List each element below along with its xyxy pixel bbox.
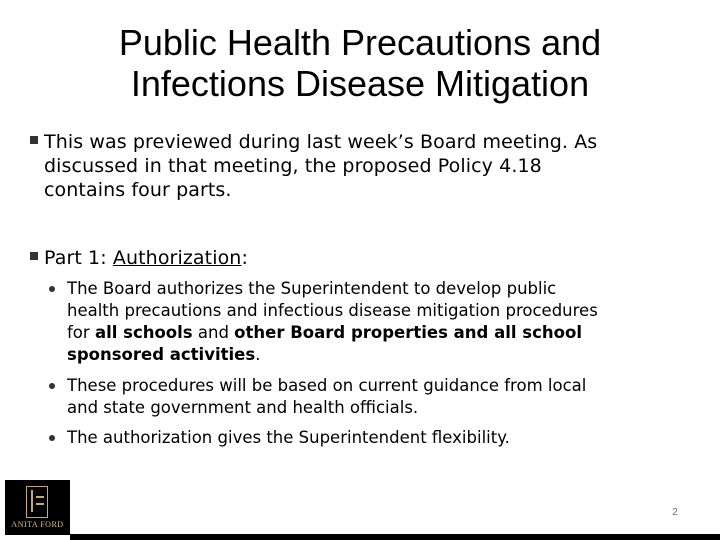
sub-1-line-4-b: . [255,345,261,364]
logo-text: ANITA FORD [11,520,64,529]
bullet-1-line-2: discussed in that meeting, the proposed Policy 4.18 [44,155,542,177]
other-properties-emphasis: other Board properties and all school [234,323,582,342]
square-bullet-icon [30,252,38,260]
title-line-1: Public Health Precautions and [118,22,602,63]
bullet-2-prefix: Part 1: [44,247,113,269]
footer-bar [70,534,720,540]
bullet-2-suffix: : [241,247,248,269]
sub-bullet-authorizes [49,278,704,366]
sub-1-line-2: health precautions and infectious disease mitigation procedures [67,301,598,320]
sub-1-line-4 [49,344,704,366]
page-number: 2 [672,507,678,518]
all-schools-emphasis: all schools [94,323,193,342]
sub-3-line-1: The authorization gives the Superintendent flexibility. [67,428,510,447]
bullet-part-1 [30,246,700,270]
authorization-heading: Authorization [112,247,242,269]
sub-bullet-procedures [49,375,704,419]
square-bullet-icon [30,136,38,144]
sub-1-line-3-a: for [67,323,95,342]
sub-1-line-3-c: and [192,323,235,342]
sub-1-line-1: The Board authorizes the Superintendent to develop public [67,279,557,298]
bullet-previewed [30,130,700,202]
bullet-1-line-1: This was previewed during last week’s Board meeting. As [44,131,598,153]
sponsored-activities-emphasis: sponsored activities [67,345,256,364]
round-bullet-icon [49,435,55,441]
sub-2-line-1: These procedures will be based on current guidance from local [67,376,587,395]
sub-bullet-flexibility [49,427,704,449]
bullet-1-line-3: contains four parts. [44,179,232,201]
round-bullet-icon [49,286,55,292]
sub-2-line-2: and state government and health officials. [67,398,419,417]
title-line-2: Infections Disease Mitigation [130,63,590,104]
company-logo [5,480,70,535]
sub-1-line-3 [49,322,704,344]
round-bullet-icon [49,383,55,389]
bullet-2-line [30,246,700,270]
logo-mark-icon [26,486,48,518]
slide-title [30,22,690,104]
